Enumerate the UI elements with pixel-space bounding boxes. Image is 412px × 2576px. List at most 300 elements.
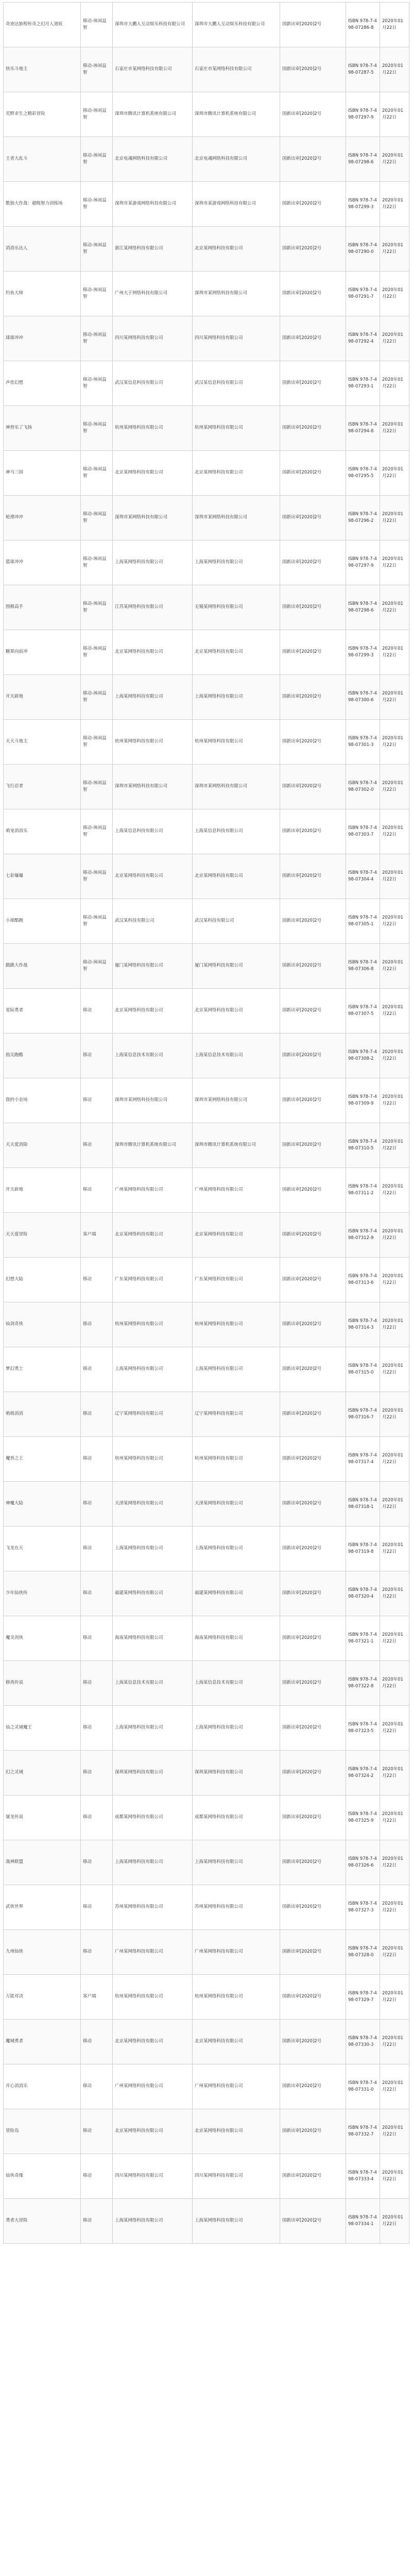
approval-number-cell: 国新出审[2020]2号 xyxy=(280,47,346,92)
category-cell: 移动-休闲益智 xyxy=(81,854,113,899)
table-row xyxy=(4,2199,409,2244)
approval-date-cell: 2020年01月22日 xyxy=(380,675,409,720)
category-cell: 移动 xyxy=(81,1258,113,1302)
game-name-cell: 天天爱冒险 xyxy=(4,1213,81,1258)
publisher-cell: 成都某网络科技有限公司 xyxy=(113,1795,193,1840)
approval-number-cell: 国新出审[2020]2号 xyxy=(280,1975,346,2020)
category-cell: 移动-休闲益智 xyxy=(81,496,113,540)
category-cell: 客户端 xyxy=(81,1213,113,1258)
approval-date-cell: 2020年01月22日 xyxy=(380,630,409,675)
publisher-cell: 广东某网络科技有限公司 xyxy=(113,1258,193,1302)
approval-number-cell: 国新出审[2020]2号 xyxy=(280,451,346,496)
category-cell: 移动-休闲益智 xyxy=(81,182,113,227)
table-row xyxy=(4,1123,409,1168)
isbn-cell: ISBN 978-7-498-07309-9 xyxy=(346,1078,380,1123)
category-cell: 移动-休闲益智 xyxy=(81,899,113,944)
operator-cell: 上海某信息科技有限公司 xyxy=(193,809,280,854)
isbn-cell: ISBN 978-7-498-07322-8 xyxy=(346,1661,380,1706)
category-cell: 移动-休闲益智 xyxy=(81,675,113,720)
game-name-cell: 武侠世界 xyxy=(4,1885,81,1930)
table-row xyxy=(4,585,409,630)
category-cell: 移动 xyxy=(81,1616,113,1661)
approval-date-cell: 2020年01月22日 xyxy=(380,899,409,944)
isbn-cell: ISBN 978-7-498-07292-4 xyxy=(346,316,380,361)
approval-number-cell: 国新出审[2020]2号 xyxy=(280,540,346,585)
approval-number-cell: 国新出审[2020]2号 xyxy=(280,1661,346,1706)
publisher-cell: 杭州某网络科技有限公司 xyxy=(113,720,193,765)
game-name-cell: 神魔大陆 xyxy=(4,1482,81,1527)
operator-cell: 北京某网络科技有限公司 xyxy=(193,2020,280,2064)
game-name-cell: 九州仙侠 xyxy=(4,1930,81,1975)
table-row xyxy=(4,406,409,451)
game-name-cell: 少年仙侠传 xyxy=(4,1571,81,1616)
publisher-cell: 上海某信息技术有限公司 xyxy=(113,1033,193,1078)
approval-date-cell: 2020年01月22日 xyxy=(380,1527,409,1571)
category-cell: 移动-休闲益智 xyxy=(81,316,113,361)
approval-date-cell: 2020年01月22日 xyxy=(380,2199,409,2244)
operator-cell: 上海某网络科技有限公司 xyxy=(193,675,280,720)
game-name-cell: 冒险岛 xyxy=(4,2109,81,2154)
isbn-cell: ISBN 978-7-498-07297-9 xyxy=(346,92,380,137)
operator-cell: 武汉某信息科技有限公司 xyxy=(193,361,280,406)
approval-date-cell: 2020年01月22日 xyxy=(380,1930,409,1975)
approval-date-cell: 2020年01月22日 xyxy=(380,2154,409,2199)
approval-date-cell: 2020年01月22日 xyxy=(380,137,409,182)
game-name-cell: 开天辟地 xyxy=(4,675,81,720)
game-name-cell: 魔域勇者 xyxy=(4,2020,81,2064)
operator-cell: 上海某信息技术有限公司 xyxy=(193,1661,280,1706)
approval-number-cell: 国新出审[2020]2号 xyxy=(280,2064,346,2109)
approval-date-cell: 2020年01月22日 xyxy=(380,1661,409,1706)
operator-cell: 上海某网络科技有限公司 xyxy=(193,1840,280,1885)
approval-date-cell: 2020年01月22日 xyxy=(380,227,409,272)
category-cell: 移动-休闲益智 xyxy=(81,944,113,989)
category-cell: 移动-休闲益智 xyxy=(81,272,113,316)
table-row xyxy=(4,1437,409,1482)
publisher-cell: 上海某网络科技有限公司 xyxy=(113,1527,193,1571)
category-cell: 移动 xyxy=(81,2154,113,2199)
approval-date-cell: 2020年01月22日 xyxy=(380,1258,409,1302)
approval-number-cell: 国新出审[2020]2号 xyxy=(280,2199,346,2244)
category-cell: 移动 xyxy=(81,1930,113,1975)
operator-cell: 深圳市某网络科技有限公司 xyxy=(193,496,280,540)
game-name-cell: 糖果向前冲 xyxy=(4,630,81,675)
category-cell: 移动 xyxy=(81,1751,113,1795)
game-name-cell: 幻想大陆 xyxy=(4,1258,81,1302)
category-cell: 移动-休闲益智 xyxy=(81,720,113,765)
approval-number-cell: 国新出审[2020]2号 xyxy=(280,585,346,630)
game-name-cell: 魔灵剑侠 xyxy=(4,1616,81,1661)
isbn-cell: ISBN 978-7-498-07314-3 xyxy=(346,1302,380,1347)
table-row xyxy=(4,720,409,765)
game-name-cell: 神马三国 xyxy=(4,451,81,496)
approval-number-cell: 国新出审[2020]2号 xyxy=(280,809,346,854)
operator-cell: 海南某网络科技有限公司 xyxy=(193,1616,280,1661)
table-row xyxy=(4,1661,409,1706)
approval-date-cell: 2020年01月22日 xyxy=(380,1975,409,2020)
isbn-cell: ISBN 978-7-498-07304-4 xyxy=(346,854,380,899)
approval-number-cell: 国新出审[2020]2号 xyxy=(280,630,346,675)
approval-date-cell: 2020年01月22日 xyxy=(380,765,409,809)
isbn-cell: ISBN 978-7-498-07296-2 xyxy=(346,496,380,540)
operator-cell: 杭州某网络科技有限公司 xyxy=(193,406,280,451)
approval-date-cell: 2020年01月22日 xyxy=(380,1885,409,1930)
isbn-cell: ISBN 978-7-498-07323-5 xyxy=(346,1706,380,1751)
operator-cell: 北京某网络科技有限公司 xyxy=(193,227,280,272)
approval-date-cell: 2020年01月22日 xyxy=(380,1482,409,1527)
table-row xyxy=(4,1392,409,1437)
approval-date-cell: 2020年01月22日 xyxy=(380,182,409,227)
table-row xyxy=(4,182,409,227)
publisher-cell: 上海某网络科技有限公司 xyxy=(113,1347,193,1392)
operator-cell: 杭州某网络科技有限公司 xyxy=(193,1437,280,1482)
approval-date-cell: 2020年01月22日 xyxy=(380,720,409,765)
category-cell: 移动 xyxy=(81,1661,113,1706)
publisher-cell: 杭州某网络科技有限公司 xyxy=(113,406,193,451)
approval-date-cell: 2020年01月22日 xyxy=(380,1302,409,1347)
game-name-cell: 星际勇者 xyxy=(4,989,81,1033)
approval-number-cell: 国新出审[2020]2号 xyxy=(280,1392,346,1437)
table-row xyxy=(4,1616,409,1661)
game-name-cell: 篮球冲冲 xyxy=(4,540,81,585)
table-row xyxy=(4,1751,409,1795)
publisher-cell: 厦门某网络科技有限公司 xyxy=(113,944,193,989)
category-cell: 移动 xyxy=(81,1885,113,1930)
isbn-cell: ISBN 978-7-498-07321-1 xyxy=(346,1616,380,1661)
isbn-cell: ISBN 978-7-498-07294-8 xyxy=(346,406,380,451)
isbn-cell: ISBN 978-7-498-07298-6 xyxy=(346,137,380,182)
operator-cell: 深圳市大鹏人互动娱乐科技有限公司 xyxy=(193,3,280,47)
approval-date-cell: 2020年01月22日 xyxy=(380,989,409,1033)
table-row xyxy=(4,451,409,496)
operator-cell: 北京某网络科技有限公司 xyxy=(193,1213,280,1258)
publisher-cell: 北京某网络科技有限公司 xyxy=(113,630,193,675)
category-cell: 移动 xyxy=(81,1123,113,1168)
approval-date-cell: 2020年01月22日 xyxy=(380,406,409,451)
category-cell: 移动-休闲益智 xyxy=(81,809,113,854)
game-name-cell: 神兽乐了飞扬 xyxy=(4,406,81,451)
category-cell: 移动 xyxy=(81,1482,113,1527)
table-row xyxy=(4,2154,409,2199)
category-cell: 移动 xyxy=(81,989,113,1033)
table-row xyxy=(4,137,409,182)
approval-date-cell: 2020年01月22日 xyxy=(380,1078,409,1123)
game-name-cell: 小球酷跑 xyxy=(4,899,81,944)
category-cell: 移动-休闲益智 xyxy=(81,227,113,272)
approval-number-cell: 国新出审[2020]2号 xyxy=(280,496,346,540)
isbn-cell: ISBN 978-7-498-07315-0 xyxy=(346,1347,380,1392)
publisher-cell: 武汉某信息科技有限公司 xyxy=(113,361,193,406)
approval-number-cell: 国新出审[2020]2号 xyxy=(280,1795,346,1840)
operator-cell: 深圳市某网络科技有限公司 xyxy=(193,765,280,809)
approval-date-cell: 2020年01月22日 xyxy=(380,1347,409,1392)
game-name-cell: 开天辟地 xyxy=(4,1168,81,1213)
approval-number-cell: 国新出审[2020]2号 xyxy=(280,1302,346,1347)
publisher-cell: 北京电魂网络科技有限公司 xyxy=(113,137,193,182)
operator-cell: 辽宁某网络科技有限公司 xyxy=(193,1392,280,1437)
approval-date-cell: 2020年01月22日 xyxy=(380,1392,409,1437)
approval-date-cell: 2020年01月22日 xyxy=(380,854,409,899)
publisher-cell: 深圳市大鹏人互动娱乐科技有限公司 xyxy=(113,3,193,47)
isbn-cell: ISBN 978-7-498-07316-7 xyxy=(346,1392,380,1437)
operator-cell: 北京某网络科技有限公司 xyxy=(193,630,280,675)
table-row xyxy=(4,1482,409,1527)
approval-number-cell: 国新出审[2020]2号 xyxy=(280,1213,346,1258)
game-name-cell: 勇者大冒险 xyxy=(4,2199,81,2244)
approval-number-cell: 国新出审[2020]2号 xyxy=(280,1168,346,1213)
category-cell: 移动-休闲益智 xyxy=(81,585,113,630)
isbn-cell: ISBN 978-7-498-07303-7 xyxy=(346,809,380,854)
game-name-cell: 仙之灵域魔王 xyxy=(4,1706,81,1751)
category-cell: 移动-休闲益智 xyxy=(81,406,113,451)
game-name-cell: 围棋高手 xyxy=(4,585,81,630)
game-name-cell: 开心消消乐 xyxy=(4,2064,81,2109)
approval-date-cell: 2020年01月22日 xyxy=(380,1616,409,1661)
isbn-cell: ISBN 978-7-498-07301-3 xyxy=(346,720,380,765)
game-name-cell: 仙剑奇侠 xyxy=(4,1302,81,1347)
publisher-cell: 武汉某科技有限公司 xyxy=(113,899,193,944)
isbn-cell: ISBN 978-7-498-07291-7 xyxy=(346,272,380,316)
isbn-cell: ISBN 978-7-498-07305-1 xyxy=(346,899,380,944)
category-cell: 移动 xyxy=(81,1168,113,1213)
category-cell: 移动 xyxy=(81,1078,113,1123)
table-row xyxy=(4,944,409,989)
table-row xyxy=(4,1213,409,1258)
game-name-cell: 飞行忍者 xyxy=(4,765,81,809)
approval-number-cell: 国新出审[2020]2号 xyxy=(280,2109,346,2154)
approval-date-cell: 2020年01月22日 xyxy=(380,316,409,361)
category-cell: 移动 xyxy=(81,1392,113,1437)
table-row xyxy=(4,1930,409,1975)
publisher-cell: 浙江某网络科技有限公司 xyxy=(113,227,193,272)
approval-number-cell: 国新出审[2020]2号 xyxy=(280,989,346,1033)
approval-number-cell: 国新出审[2020]2号 xyxy=(280,1123,346,1168)
isbn-cell: ISBN 978-7-498-07312-9 xyxy=(346,1213,380,1258)
table-row xyxy=(4,92,409,137)
category-cell: 移动-休闲益智 xyxy=(81,540,113,585)
isbn-cell: ISBN 978-7-498-07299-3 xyxy=(346,182,380,227)
category-cell: 移动-休闲益智 xyxy=(81,451,113,496)
operator-cell: 上海某网络科技有限公司 xyxy=(193,1347,280,1392)
table-row xyxy=(4,47,409,92)
approval-number-cell: 国新出审[2020]2号 xyxy=(280,1258,346,1302)
table-row xyxy=(4,496,409,540)
table-row xyxy=(4,1258,409,1302)
game-name-cell: 天天爱消除 xyxy=(4,1123,81,1168)
category-cell: 移动 xyxy=(81,1302,113,1347)
publisher-cell: 广州某网络科技有限公司 xyxy=(113,2064,193,2109)
category-cell: 移动-休闲益智 xyxy=(81,3,113,47)
publisher-cell: 苏州某网络科技有限公司 xyxy=(113,1885,193,1930)
game-name-cell: 战神联盟 xyxy=(4,1840,81,1885)
approval-number-cell: 国新出审[2020]2号 xyxy=(280,2020,346,2064)
category-cell: 客户端 xyxy=(81,1975,113,2020)
game-name-cell: 钓鱼大师 xyxy=(4,272,81,316)
category-cell: 移动 xyxy=(81,1033,113,1078)
approval-number-cell: 国新出审[2020]2号 xyxy=(280,1437,346,1482)
category-cell: 移动-休闲益智 xyxy=(81,137,113,182)
approval-number-cell: 国新出审[2020]2号 xyxy=(280,92,346,137)
isbn-cell: ISBN 978-7-498-07326-6 xyxy=(346,1840,380,1885)
publisher-cell: 深圳市腾讯计算机系统有限公司 xyxy=(113,92,193,137)
publisher-cell: 上海某信息技术有限公司 xyxy=(113,1661,193,1706)
isbn-cell: ISBN 978-7-498-07307-5 xyxy=(346,989,380,1033)
category-cell: 移动-休闲益智 xyxy=(81,630,113,675)
operator-cell: 北京电魂网络科技有限公司 xyxy=(193,137,280,182)
operator-cell: 北京某网络科技有限公司 xyxy=(193,451,280,496)
approval-number-cell: 国新出审[2020]2号 xyxy=(280,361,346,406)
game-name-cell: 轮滑冲冲 xyxy=(4,496,81,540)
approval-number-cell: 国新出审[2020]2号 xyxy=(280,1840,346,1885)
publisher-cell: 杭州某网络科技有限公司 xyxy=(113,1437,193,1482)
isbn-cell: ISBN 978-7-498-07334-1 xyxy=(346,2199,380,2244)
publisher-cell: 上海某网络科技有限公司 xyxy=(113,540,193,585)
operator-cell: 深圳市某网络科技有限公司 xyxy=(193,1078,280,1123)
category-cell: 移动 xyxy=(81,2064,113,2109)
approval-date-cell: 2020年01月22日 xyxy=(380,1571,409,1616)
table-row xyxy=(4,272,409,316)
approval-number-cell: 国新出审[2020]2号 xyxy=(280,1571,346,1616)
approval-number-cell: 国新出审[2020]2号 xyxy=(280,675,346,720)
game-name-cell: 七彩爆爆 xyxy=(4,854,81,899)
publisher-cell: 江苏某网络科技有限公司 xyxy=(113,585,193,630)
operator-cell: 杭州某网络科技有限公司 xyxy=(193,1302,280,1347)
publisher-cell: 深圳某网络科技有限公司 xyxy=(113,1751,193,1795)
approval-number-cell: 国新出审[2020]2号 xyxy=(280,720,346,765)
category-cell: 移动-休闲益智 xyxy=(81,47,113,92)
operator-cell: 广州某网络科技有限公司 xyxy=(193,1168,280,1213)
table-row xyxy=(4,1033,409,1078)
publisher-cell: 上海某信息科技有限公司 xyxy=(113,809,193,854)
game-name-cell: 仙侠奇缘 xyxy=(4,2154,81,2199)
category-cell: 移动 xyxy=(81,2199,113,2244)
approval-date-cell: 2020年01月22日 xyxy=(380,2109,409,2154)
operator-cell: 厦门某网络科技有限公司 xyxy=(193,944,280,989)
isbn-cell: ISBN 978-7-498-07313-6 xyxy=(346,1258,380,1302)
publisher-cell: 上海某网络科技有限公司 xyxy=(113,1706,193,1751)
isbn-cell: ISBN 978-7-498-07297-9 xyxy=(346,540,380,585)
approval-date-cell: 2020年01月22日 xyxy=(380,2064,409,2109)
operator-cell: 广州某网络科技有限公司 xyxy=(193,1930,280,1975)
publisher-cell: 深圳市腾讯计算机系统有限公司 xyxy=(113,1123,193,1168)
table-row xyxy=(4,1795,409,1840)
game-name-cell: 屠龙传说 xyxy=(4,1795,81,1840)
operator-cell: 深圳市腾讯计算机系统有限公司 xyxy=(193,1123,280,1168)
isbn-cell: ISBN 978-7-498-07302-0 xyxy=(346,765,380,809)
operator-cell: 上海某信息技术有限公司 xyxy=(193,1033,280,1078)
game-name-cell: 幻之灵域 xyxy=(4,1751,81,1795)
isbn-cell: ISBN 978-7-498-07329-7 xyxy=(346,1975,380,2020)
game-name-cell: 王者大乱斗 xyxy=(4,137,81,182)
table-row xyxy=(4,809,409,854)
approval-number-cell: 国新出审[2020]2号 xyxy=(280,316,346,361)
approval-number-cell: 国新出审[2020]2号 xyxy=(280,1482,346,1527)
game-name-cell: 萌萌消消 xyxy=(4,1392,81,1437)
category-cell: 移动 xyxy=(81,1437,113,1482)
approval-date-cell: 2020年01月22日 xyxy=(380,1033,409,1078)
table-row xyxy=(4,765,409,809)
approval-number-cell: 国新出审[2020]2号 xyxy=(280,227,346,272)
approval-number-cell: 国新出审[2020]2号 xyxy=(280,854,346,899)
game-name-cell: 萌宠消消乐 xyxy=(4,809,81,854)
game-name-cell: 万能对决 xyxy=(4,1975,81,2020)
game-name-cell: 跳跳大作战 xyxy=(4,944,81,989)
approval-number-cell: 国新出审[2020]2号 xyxy=(280,1527,346,1571)
category-cell: 移动 xyxy=(81,1706,113,1751)
table-row xyxy=(4,1527,409,1571)
approval-date-cell: 2020年01月22日 xyxy=(380,1751,409,1795)
isbn-cell: ISBN 978-7-498-07325-9 xyxy=(346,1795,380,1840)
approval-date-cell: 2020年01月22日 xyxy=(380,1213,409,1258)
publisher-cell: 石家庄市某网络科技有限公司 xyxy=(113,47,193,92)
approval-date-cell: 2020年01月22日 xyxy=(380,92,409,137)
approval-number-cell: 国新出审[2020]2号 xyxy=(280,1347,346,1392)
publisher-cell: 北京某网络科技有限公司 xyxy=(113,989,193,1033)
isbn-cell: ISBN 978-7-498-07310-5 xyxy=(346,1123,380,1168)
isbn-cell: ISBN 978-7-498-07333-4 xyxy=(346,2154,380,2199)
publisher-cell: 北京某网络科技有限公司 xyxy=(113,1213,193,1258)
publisher-cell: 福建某网络科技有限公司 xyxy=(113,1571,193,1616)
approval-date-cell: 2020年01月22日 xyxy=(380,272,409,316)
game-name-cell: 魔兽之王 xyxy=(4,1437,81,1482)
publisher-cell: 北京某网络科技有限公司 xyxy=(113,451,193,496)
game-name-cell: 快乐斗地主 xyxy=(4,47,81,92)
game-name-cell: 天天斗地主 xyxy=(4,720,81,765)
game-name-cell: 球球冲冲 xyxy=(4,316,81,361)
operator-cell: 福建某网络科技有限公司 xyxy=(193,1571,280,1616)
table-row xyxy=(4,1840,409,1885)
category-cell: 移动 xyxy=(81,1571,113,1616)
game-name-cell: 梦幻勇士 xyxy=(4,1347,81,1392)
operator-cell: 四川某网络科技有限公司 xyxy=(193,2154,280,2199)
publisher-cell: 北京某网络科技有限公司 xyxy=(113,854,193,899)
isbn-cell: ISBN 978-7-498-07295-5 xyxy=(346,451,380,496)
isbn-cell: ISBN 978-7-498-07331-0 xyxy=(346,2064,380,2109)
game-name-cell: 声优幻想 xyxy=(4,361,81,406)
approval-date-cell: 2020年01月22日 xyxy=(380,361,409,406)
operator-cell: 上海某网络科技有限公司 xyxy=(193,1527,280,1571)
operator-cell: 武汉某科技有限公司 xyxy=(193,899,280,944)
approval-number-cell: 国新出审[2020]2号 xyxy=(280,899,346,944)
approval-number-cell: 国新出审[2020]2号 xyxy=(280,1930,346,1975)
approval-number-cell: 国新出审[2020]2号 xyxy=(280,182,346,227)
approval-date-cell: 2020年01月22日 xyxy=(380,1840,409,1885)
operator-cell: 苏州某网络科技有限公司 xyxy=(193,1885,280,1930)
game-name-cell: 飞龙在天 xyxy=(4,1527,81,1571)
isbn-cell: ISBN 978-7-498-07328-0 xyxy=(346,1930,380,1975)
isbn-cell: ISBN 978-7-498-07311-2 xyxy=(346,1168,380,1213)
operator-cell: 北京某网络科技有限公司 xyxy=(193,854,280,899)
category-cell: 移动 xyxy=(81,1527,113,1571)
publisher-cell: 杭州某网络科技有限公司 xyxy=(113,1975,193,2020)
approval-date-cell: 2020年01月22日 xyxy=(380,47,409,92)
operator-cell: 无锡某网络科技有限公司 xyxy=(193,585,280,630)
approval-number-cell: 国新出审[2020]2号 xyxy=(280,765,346,809)
isbn-cell: ISBN 978-7-498-07318-1 xyxy=(346,1482,380,1527)
isbn-cell: ISBN 978-7-498-07324-2 xyxy=(346,1751,380,1795)
game-name-cell: 我的小农场 xyxy=(4,1078,81,1123)
category-cell: 移动 xyxy=(81,1840,113,1885)
table-row xyxy=(4,1885,409,1930)
table-row xyxy=(4,1706,409,1751)
approval-number-cell: 国新出审[2020]2号 xyxy=(280,137,346,182)
isbn-cell: ISBN 978-7-498-07286-8 xyxy=(346,3,380,47)
game-name-cell: 荒野求生之精彩冒险 xyxy=(4,92,81,137)
approval-date-cell: 2020年01月22日 xyxy=(380,2020,409,2064)
operator-cell: 四川某网络科技有限公司 xyxy=(193,316,280,361)
table-row xyxy=(4,989,409,1033)
publisher-cell: 海南某网络科技有限公司 xyxy=(113,1616,193,1661)
